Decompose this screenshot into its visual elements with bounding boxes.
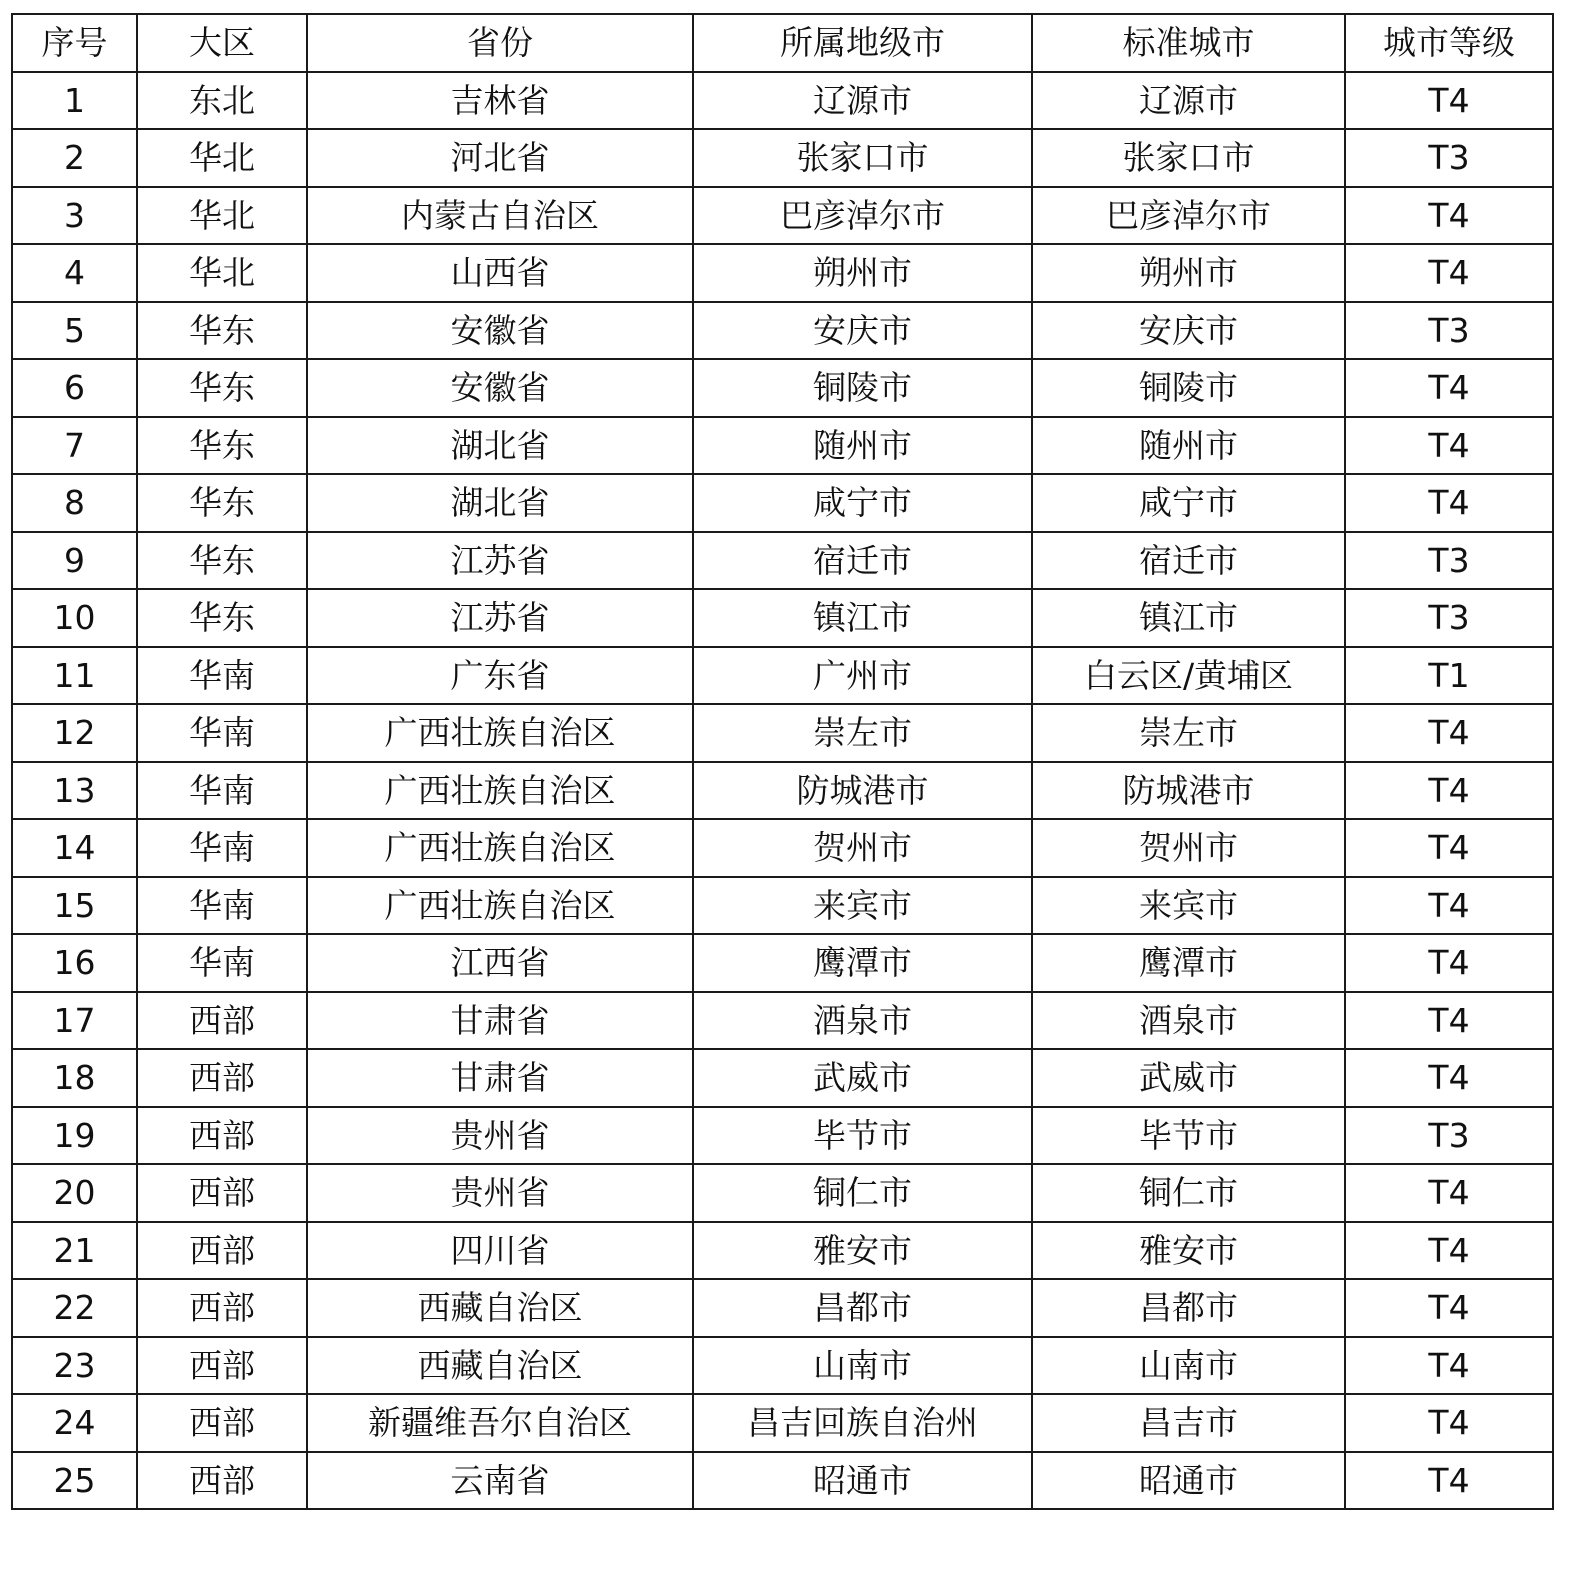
- cell-standard-city: 崇左市: [1032, 704, 1345, 762]
- cell-serial: 19: [12, 1107, 137, 1165]
- cell-city-tier: T4: [1345, 934, 1553, 992]
- city-table: [11, 13, 1554, 1510]
- table-row: [12, 762, 1553, 820]
- cell-region: 华北: [137, 244, 307, 302]
- cell-standard-city: 张家口市: [1032, 129, 1345, 187]
- cell-standard-city: 巴彦淖尔市: [1032, 187, 1345, 245]
- cell-standard-city: 贺州市: [1032, 819, 1345, 877]
- cell-prefecture-city: 山南市: [693, 1337, 1032, 1395]
- table-row: [12, 532, 1553, 590]
- cell-prefecture-city: 贺州市: [693, 819, 1032, 877]
- cell-region: 华南: [137, 877, 307, 935]
- cell-region: 东北: [137, 72, 307, 130]
- cell-serial: 14: [12, 819, 137, 877]
- cell-city-tier: T4: [1345, 474, 1553, 532]
- cell-prefecture-city: 昌吉回族自治州: [693, 1394, 1032, 1452]
- cell-province: 湖北省: [307, 474, 693, 532]
- cell-city-tier: T4: [1345, 1164, 1553, 1222]
- table-row: [12, 1222, 1553, 1280]
- cell-region: 华北: [137, 187, 307, 245]
- cell-prefecture-city: 宿迁市: [693, 532, 1032, 590]
- cell-region: 西部: [137, 1279, 307, 1337]
- cell-region: 西部: [137, 1164, 307, 1222]
- cell-region: 华东: [137, 589, 307, 647]
- cell-city-tier: T4: [1345, 1337, 1553, 1395]
- cell-province: 贵州省: [307, 1107, 693, 1165]
- cell-region: 华南: [137, 762, 307, 820]
- table-row: [12, 589, 1553, 647]
- cell-region: 华东: [137, 359, 307, 417]
- table-row: [12, 1107, 1553, 1165]
- cell-serial: 20: [12, 1164, 137, 1222]
- cell-province: 西藏自治区: [307, 1337, 693, 1395]
- cell-serial: 24: [12, 1394, 137, 1452]
- cell-serial: 5: [12, 302, 137, 360]
- cell-province: 广西壮族自治区: [307, 704, 693, 762]
- cell-province: 新疆维吾尔自治区: [307, 1394, 693, 1452]
- cell-city-tier: T4: [1345, 819, 1553, 877]
- cell-province: 西藏自治区: [307, 1279, 693, 1337]
- table-row: [12, 1164, 1553, 1222]
- cell-standard-city: 酒泉市: [1032, 992, 1345, 1050]
- table-row: [12, 129, 1553, 187]
- table-row: [12, 647, 1553, 705]
- cell-province: 江西省: [307, 934, 693, 992]
- cell-prefecture-city: 朔州市: [693, 244, 1032, 302]
- cell-standard-city: 山南市: [1032, 1337, 1345, 1395]
- cell-city-tier: T4: [1345, 359, 1553, 417]
- cell-city-tier: T4: [1345, 1049, 1553, 1107]
- cell-serial: 17: [12, 992, 137, 1050]
- cell-province: 河北省: [307, 129, 693, 187]
- header-standard-city: 标准城市: [1032, 14, 1345, 72]
- cell-prefecture-city: 毕节市: [693, 1107, 1032, 1165]
- cell-standard-city: 铜陵市: [1032, 359, 1345, 417]
- cell-serial: 11: [12, 647, 137, 705]
- cell-serial: 2: [12, 129, 137, 187]
- cell-region: 华东: [137, 474, 307, 532]
- table-row: [12, 1337, 1553, 1395]
- cell-serial: 21: [12, 1222, 137, 1280]
- cell-serial: 1: [12, 72, 137, 130]
- cell-serial: 13: [12, 762, 137, 820]
- cell-city-tier: T4: [1345, 1452, 1553, 1510]
- cell-province: 安徽省: [307, 302, 693, 360]
- cell-province: 江苏省: [307, 589, 693, 647]
- cell-standard-city: 咸宁市: [1032, 474, 1345, 532]
- cell-serial: 3: [12, 187, 137, 245]
- table-row: [12, 244, 1553, 302]
- cell-standard-city: 安庆市: [1032, 302, 1345, 360]
- cell-province: 广西壮族自治区: [307, 877, 693, 935]
- cell-city-tier: T4: [1345, 704, 1553, 762]
- cell-city-tier: T1: [1345, 647, 1553, 705]
- cell-prefecture-city: 巴彦淖尔市: [693, 187, 1032, 245]
- table-row: [12, 474, 1553, 532]
- cell-city-tier: T4: [1345, 417, 1553, 475]
- cell-serial: 9: [12, 532, 137, 590]
- table-row: [12, 1452, 1553, 1510]
- cell-serial: 18: [12, 1049, 137, 1107]
- cell-province: 内蒙古自治区: [307, 187, 693, 245]
- cell-standard-city: 铜仁市: [1032, 1164, 1345, 1222]
- cell-prefecture-city: 铜陵市: [693, 359, 1032, 417]
- table-row: [12, 992, 1553, 1050]
- cell-province: 江苏省: [307, 532, 693, 590]
- cell-city-tier: T3: [1345, 129, 1553, 187]
- cell-standard-city: 昌吉市: [1032, 1394, 1345, 1452]
- cell-standard-city: 雅安市: [1032, 1222, 1345, 1280]
- cell-region: 华北: [137, 129, 307, 187]
- table-row: [12, 1394, 1553, 1452]
- cell-standard-city: 毕节市: [1032, 1107, 1345, 1165]
- cell-serial: 12: [12, 704, 137, 762]
- table-row: [12, 359, 1553, 417]
- cell-standard-city: 朔州市: [1032, 244, 1345, 302]
- cell-standard-city: 防城港市: [1032, 762, 1345, 820]
- cell-region: 西部: [137, 1337, 307, 1395]
- cell-prefecture-city: 昌都市: [693, 1279, 1032, 1337]
- header-prefecture-city: 所属地级市: [693, 14, 1032, 72]
- cell-province: 四川省: [307, 1222, 693, 1280]
- cell-province: 贵州省: [307, 1164, 693, 1222]
- cell-prefecture-city: 镇江市: [693, 589, 1032, 647]
- cell-province: 安徽省: [307, 359, 693, 417]
- cell-prefecture-city: 防城港市: [693, 762, 1032, 820]
- cell-prefecture-city: 铜仁市: [693, 1164, 1032, 1222]
- table-row: [12, 302, 1553, 360]
- cell-standard-city: 镇江市: [1032, 589, 1345, 647]
- cell-province: 甘肃省: [307, 1049, 693, 1107]
- table-row: [12, 187, 1553, 245]
- cell-serial: 23: [12, 1337, 137, 1395]
- cell-region: 华东: [137, 532, 307, 590]
- cell-standard-city: 来宾市: [1032, 877, 1345, 935]
- cell-region: 西部: [137, 1222, 307, 1280]
- cell-standard-city: 武威市: [1032, 1049, 1345, 1107]
- header-row: [12, 14, 1553, 72]
- cell-prefecture-city: 来宾市: [693, 877, 1032, 935]
- cell-prefecture-city: 辽源市: [693, 72, 1032, 130]
- cell-city-tier: T4: [1345, 762, 1553, 820]
- table-row: [12, 877, 1553, 935]
- table-header: [12, 14, 1553, 72]
- cell-province: 广东省: [307, 647, 693, 705]
- cell-province: 广西壮族自治区: [307, 762, 693, 820]
- cell-city-tier: T4: [1345, 1394, 1553, 1452]
- cell-prefecture-city: 随州市: [693, 417, 1032, 475]
- cell-serial: 25: [12, 1452, 137, 1510]
- table-row: [12, 934, 1553, 992]
- cell-city-tier: T3: [1345, 589, 1553, 647]
- cell-prefecture-city: 广州市: [693, 647, 1032, 705]
- header-serial: 序号: [12, 14, 137, 72]
- cell-serial: 15: [12, 877, 137, 935]
- cell-serial: 6: [12, 359, 137, 417]
- cell-prefecture-city: 昭通市: [693, 1452, 1032, 1510]
- cell-city-tier: T3: [1345, 302, 1553, 360]
- cell-serial: 4: [12, 244, 137, 302]
- table-body: [12, 72, 1553, 1510]
- cell-standard-city: 辽源市: [1032, 72, 1345, 130]
- table-row: [12, 819, 1553, 877]
- cell-region: 西部: [137, 1452, 307, 1510]
- cell-serial: 7: [12, 417, 137, 475]
- cell-province: 云南省: [307, 1452, 693, 1510]
- cell-prefecture-city: 鹰潭市: [693, 934, 1032, 992]
- cell-prefecture-city: 酒泉市: [693, 992, 1032, 1050]
- cell-region: 华东: [137, 302, 307, 360]
- cell-city-tier: T4: [1345, 877, 1553, 935]
- cell-province: 山西省: [307, 244, 693, 302]
- table-row: [12, 704, 1553, 762]
- cell-region: 华东: [137, 417, 307, 475]
- cell-province: 湖北省: [307, 417, 693, 475]
- cell-region: 华南: [137, 934, 307, 992]
- cell-city-tier: T3: [1345, 532, 1553, 590]
- cell-region: 西部: [137, 1049, 307, 1107]
- cell-prefecture-city: 安庆市: [693, 302, 1032, 360]
- cell-prefecture-city: 崇左市: [693, 704, 1032, 762]
- table-row: [12, 1049, 1553, 1107]
- cell-city-tier: T4: [1345, 992, 1553, 1050]
- cell-region: 华南: [137, 647, 307, 705]
- table-row: [12, 72, 1553, 130]
- cell-standard-city: 昌都市: [1032, 1279, 1345, 1337]
- cell-prefecture-city: 张家口市: [693, 129, 1032, 187]
- header-province: 省份: [307, 14, 693, 72]
- cell-standard-city: 宿迁市: [1032, 532, 1345, 590]
- cell-region: 西部: [137, 992, 307, 1050]
- cell-prefecture-city: 武威市: [693, 1049, 1032, 1107]
- cell-region: 西部: [137, 1107, 307, 1165]
- header-city-tier: 城市等级: [1345, 14, 1553, 72]
- header-region: 大区: [137, 14, 307, 72]
- cell-serial: 8: [12, 474, 137, 532]
- cell-region: 西部: [137, 1394, 307, 1452]
- cell-city-tier: T4: [1345, 72, 1553, 130]
- cell-region: 华南: [137, 704, 307, 762]
- cell-prefecture-city: 咸宁市: [693, 474, 1032, 532]
- cell-city-tier: T4: [1345, 244, 1553, 302]
- table-row: [12, 417, 1553, 475]
- cell-serial: 16: [12, 934, 137, 992]
- cell-province: 广西壮族自治区: [307, 819, 693, 877]
- cell-province: 甘肃省: [307, 992, 693, 1050]
- cell-standard-city: 随州市: [1032, 417, 1345, 475]
- cell-standard-city: 白云区/黄埔区: [1032, 647, 1345, 705]
- cell-standard-city: 鹰潭市: [1032, 934, 1345, 992]
- cell-standard-city: 昭通市: [1032, 1452, 1345, 1510]
- cell-province: 吉林省: [307, 72, 693, 130]
- cell-city-tier: T4: [1345, 1222, 1553, 1280]
- cell-city-tier: T4: [1345, 187, 1553, 245]
- table-row: [12, 1279, 1553, 1337]
- cell-serial: 10: [12, 589, 137, 647]
- cell-serial: 22: [12, 1279, 137, 1337]
- cell-prefecture-city: 雅安市: [693, 1222, 1032, 1280]
- cell-region: 华南: [137, 819, 307, 877]
- cell-city-tier: T3: [1345, 1107, 1553, 1165]
- cell-city-tier: T4: [1345, 1279, 1553, 1337]
